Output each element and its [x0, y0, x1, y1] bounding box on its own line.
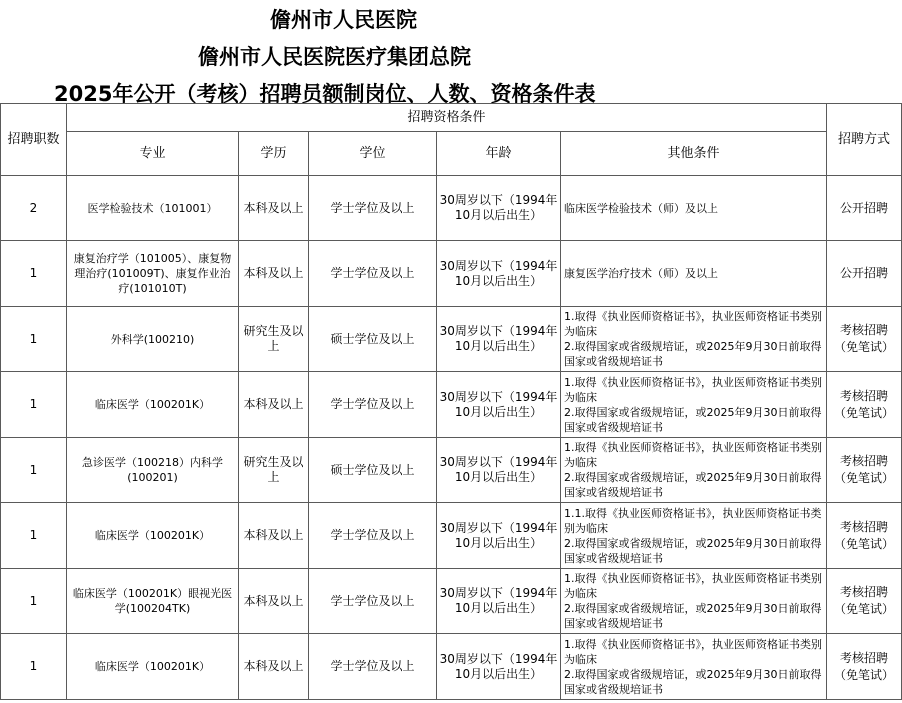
method-cell: 考核招聘（免笔试） — [827, 438, 902, 503]
count-cell: 1 — [1, 503, 67, 569]
condition-line: 2.取得国家或省级规培证，或2025年9月30日前取得国家或省级规培证书 — [564, 471, 822, 499]
condition-line: 康复医学治疗技术（师）及以上 — [564, 267, 718, 280]
major-cell: 临床医学（100201K） — [67, 503, 239, 569]
condition-line: 1.1.取得《执业医师资格证书》，执业医师资格证书类别为临床 — [564, 506, 822, 535]
major-cell: 康复治疗学（101005）、康复物理治疗(101009T)、康复作业治疗(101010T) — [67, 241, 239, 307]
condition-line: 1.取得《执业医师资格证书》，执业医师资格证书类别为临床 — [564, 637, 822, 666]
header-major: 专业 — [67, 132, 239, 176]
condition-line: 1.取得《执业医师资格证书》，执业医师资格证书类别为临床 — [564, 375, 822, 404]
education-cell: 本科及以上 — [239, 634, 309, 700]
age-cell: 30周岁以下（1994年10月以后出生） — [437, 634, 561, 700]
header-row-1 — [1, 104, 902, 132]
method-cell: 考核招聘（免笔试） — [827, 372, 902, 438]
table-row — [1, 634, 902, 700]
count-cell: 2 — [1, 176, 67, 241]
method-cell: 考核招聘（免笔试） — [827, 569, 902, 634]
degree-cell: 学士学位及以上 — [309, 176, 437, 241]
condition-line: 临床医学检验技术（师）及以上 — [564, 201, 718, 215]
method-cell: 公开招聘 — [827, 241, 902, 307]
header-row-2 — [1, 132, 902, 176]
education-cell: 本科及以上 — [239, 569, 309, 634]
age-cell: 30周岁以下（1994年10月以后出生） — [437, 503, 561, 569]
method-cell: 公开招聘 — [827, 176, 902, 241]
age-cell: 30周岁以下（1994年10月以后出生） — [437, 372, 561, 438]
other-conditions-cell — [561, 176, 827, 241]
count-cell: 1 — [1, 307, 67, 372]
age-cell: 30周岁以下（1994年10月以后出生） — [437, 438, 561, 503]
count-cell: 1 — [1, 569, 67, 634]
education-cell: 本科及以上 — [239, 503, 309, 569]
header-count: 招聘职数 — [1, 104, 67, 176]
hospital-name: 儋州市人民医院 — [270, 8, 417, 32]
method-cell: 考核招聘（免笔试） — [827, 503, 902, 569]
education-cell: 本科及以上 — [239, 241, 309, 307]
degree-cell: 硕士学位及以上 — [309, 438, 437, 503]
table-row — [1, 569, 902, 634]
degree-cell: 学士学位及以上 — [309, 372, 437, 438]
education-cell: 本科及以上 — [239, 176, 309, 241]
header-degree: 学位 — [309, 132, 437, 176]
table-row — [1, 438, 902, 503]
other-conditions-cell — [561, 634, 827, 700]
condition-line: 1.取得《执业医师资格证书》，执业医师资格证书类别为临床 — [564, 441, 822, 469]
age-cell: 30周岁以下（1994年10月以后出生） — [437, 307, 561, 372]
degree-cell: 学士学位及以上 — [309, 634, 437, 700]
count-cell: 1 — [1, 438, 67, 503]
education-cell: 研究生及以上 — [239, 438, 309, 503]
other-conditions-cell — [561, 569, 827, 634]
other-conditions-cell — [561, 307, 827, 372]
major-cell: 医学检验技术（101001） — [67, 176, 239, 241]
degree-cell: 学士学位及以上 — [309, 241, 437, 307]
recruitment-table — [0, 103, 902, 700]
education-cell: 研究生及以上 — [239, 307, 309, 372]
table-row — [1, 503, 902, 569]
major-cell: 临床医学（100201K） — [67, 372, 239, 438]
table-row — [1, 176, 902, 241]
degree-cell: 学士学位及以上 — [309, 503, 437, 569]
age-cell: 30周岁以下（1994年10月以后出生） — [437, 176, 561, 241]
header-qualifications: 招聘资格条件 — [67, 104, 827, 132]
age-cell: 30周岁以下（1994年10月以后出生） — [437, 569, 561, 634]
header-education: 学历 — [239, 132, 309, 176]
table-row — [1, 307, 902, 372]
group-name: 儋州市人民医院医疗集团总院 — [198, 45, 471, 69]
other-conditions-cell — [561, 438, 827, 503]
major-cell: 临床医学（100201K）眼视光医学(100204TK) — [67, 569, 239, 634]
condition-line: 1.取得《执业医师资格证书》，执业医师资格证书类别为临床 — [564, 310, 822, 338]
major-cell: 临床医学（100201K） — [67, 634, 239, 700]
degree-cell: 学士学位及以上 — [309, 569, 437, 634]
condition-line: 2.取得国家或省级规培证，或2025年9月30日前取得国家或省级规培证书 — [564, 536, 822, 565]
table-row — [1, 372, 902, 438]
education-cell: 本科及以上 — [239, 372, 309, 438]
method-cell: 考核招聘（免笔试） — [827, 634, 902, 700]
condition-line: 2.取得国家或省级规培证，或2025年9月30日前取得国家或省级规培证书 — [564, 340, 822, 368]
major-cell: 急诊医学（100218）内科学(100201) — [67, 438, 239, 503]
age-cell: 30周岁以下（1994年10月以后出生） — [437, 241, 561, 307]
header-method: 招聘方式 — [827, 104, 902, 176]
count-cell: 1 — [1, 241, 67, 307]
header-age: 年龄 — [437, 132, 561, 176]
table-row — [1, 241, 902, 307]
other-conditions-cell — [561, 241, 827, 307]
condition-line: 1.取得《执业医师资格证书》，执业医师资格证书类别为临床 — [564, 572, 822, 600]
degree-cell: 硕士学位及以上 — [309, 307, 437, 372]
condition-line: 2.取得国家或省级规培证，或2025年9月30日前取得国家或省级规培证书 — [564, 667, 822, 696]
other-conditions-cell — [561, 503, 827, 569]
major-cell: 外科学(100210) — [67, 307, 239, 372]
count-cell: 1 — [1, 634, 67, 700]
title-block — [0, 0, 902, 106]
table-title: 2025年公开（考核）招聘员额制岗位、人数、资格条件表 — [54, 82, 596, 106]
condition-line: 2.取得国家或省级规培证，或2025年9月30日前取得国家或省级规培证书 — [564, 602, 822, 630]
count-cell: 1 — [1, 372, 67, 438]
header-other: 其他条件 — [561, 132, 827, 176]
condition-line: 2.取得国家或省级规培证，或2025年9月30日前取得国家或省级规培证书 — [564, 405, 822, 434]
method-cell: 考核招聘（免笔试） — [827, 307, 902, 372]
other-conditions-cell — [561, 372, 827, 438]
